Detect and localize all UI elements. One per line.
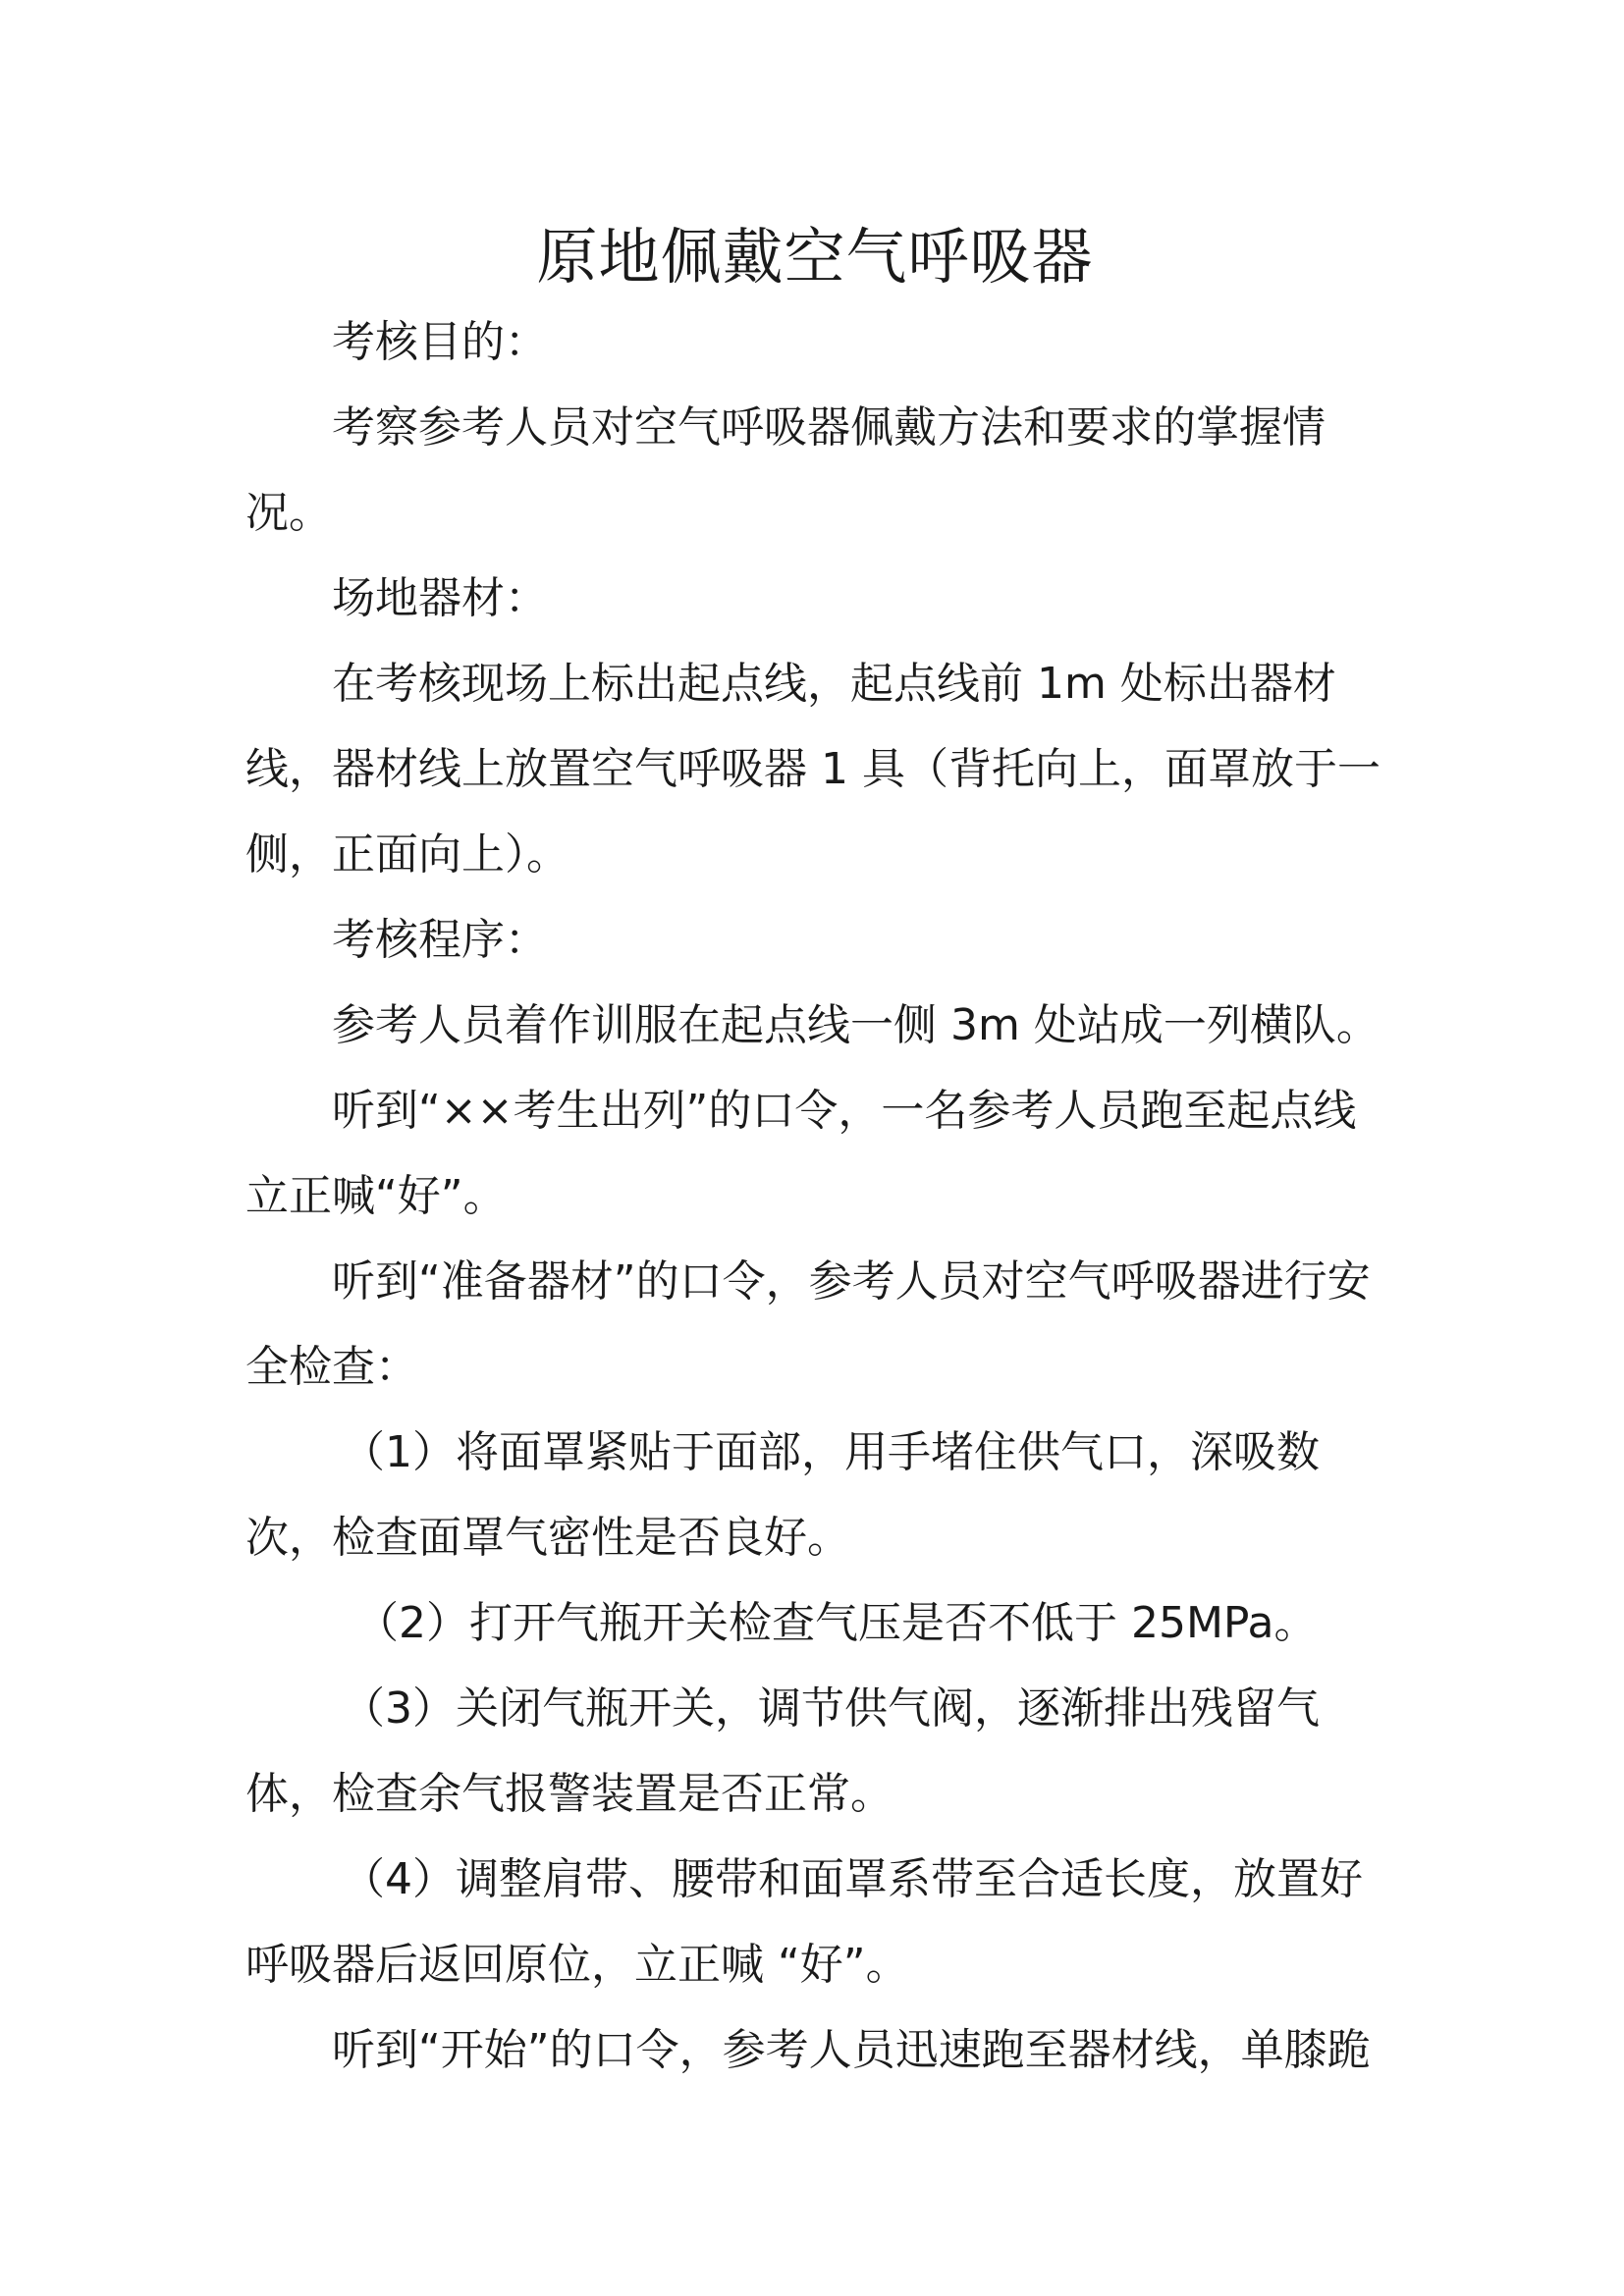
paragraph-procedure-3: 听到“准备器材”的口令，参考人员对空气呼吸器进行安全检查： — [245, 1256, 1371, 1392]
list-item-step-2: （2）打开气瓶开关检查气压是否不低于 25MPa。 — [355, 1598, 1318, 1648]
list-item-step-4: （4）调整肩带、腰带和面罩系带至合适长度，放置好呼吸器后返回原位，立正喊 “好”。 — [245, 1854, 1363, 1990]
paragraph-purpose: 考察参考人员对空气呼吸器佩戴方法和要求的掌握情况。 — [245, 402, 1326, 538]
document-title: 原地佩戴空气呼吸器 — [536, 221, 1094, 293]
paragraph-procedure-4: 听到“开始”的口令，参考人员迅速跑至器材线，单膝跪 — [332, 2025, 1371, 2075]
list-item-step-1: （1）将面罩紧贴于面部，用手堵住供气口，深吸数次，检查面罩气密性是否良好。 — [245, 1427, 1320, 1563]
paragraph-procedure-2: 听到“××考生出列”的口令，一名参考人员跑至起点线立正喊“好”。 — [245, 1086, 1357, 1221]
list-item-step-3: （3）关闭气瓶开关，调节供气阀，逐渐排出残留气体，检查余气报警装置是否正常。 — [245, 1683, 1320, 1819]
section-heading-purpose: 考核目的： — [332, 317, 548, 367]
section-heading-procedure: 考核程序： — [332, 915, 548, 965]
paragraph-procedure-1: 参考人员着作训服在起点线一侧 3m 处站成一列横队。 — [332, 1000, 1380, 1050]
section-heading-equipment: 场地器材： — [332, 573, 548, 623]
paragraph-equipment: 在考核现场上标出起点线，起点线前 1m 处标出器材线，器材线上放置空气呼吸器 1 具（背托向上，面罩放于一侧，正面向上）。 — [245, 659, 1380, 880]
